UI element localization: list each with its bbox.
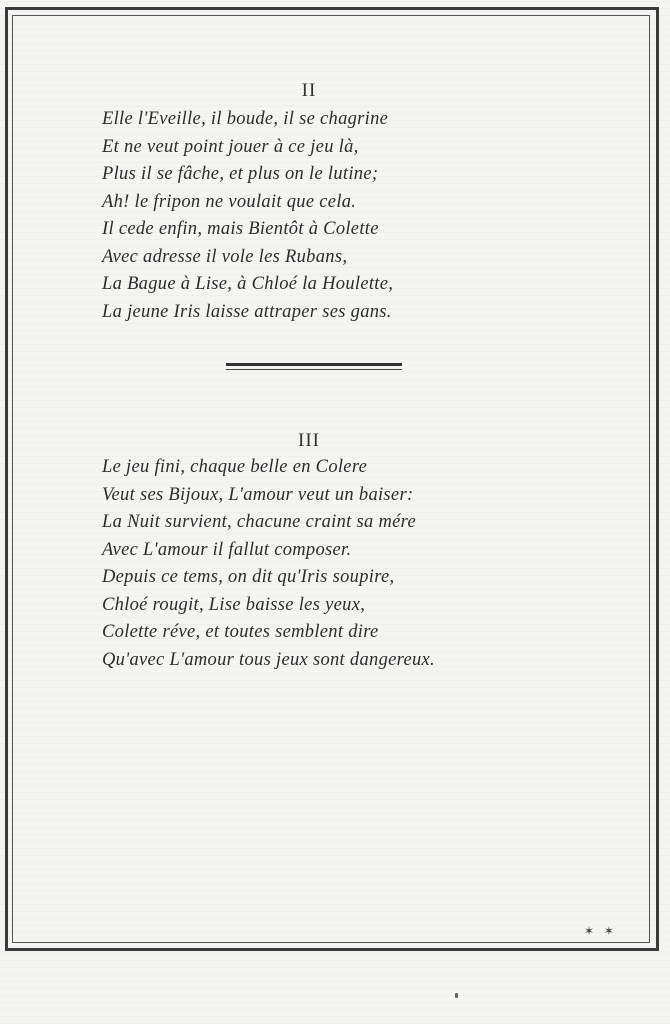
verse-line: Qu'avec L'amour tous jeux sont dangereux. — [102, 649, 435, 670]
verse-line: Il cede enfin, mais Bientôt à Colette — [102, 219, 379, 239]
verse-line: Elle l'Eveille, il boude, il se chagrine — [102, 109, 389, 129]
verse-line: Chloé rougit, Lise baisse les yeux, — [102, 594, 366, 615]
verse-line: Et ne veut point jouer à ce jeu là, — [102, 136, 359, 157]
signature-mark: ✶ ✶ — [584, 924, 617, 938]
stanza-ii — [102, 106, 572, 326]
stanza-numeral-ii: II — [301, 80, 317, 101]
verse-line: Avec L'amour il fallut composer. — [102, 539, 352, 560]
verse-line: Avec adresse il vole les Rubans, — [102, 246, 348, 267]
verse-line: La Bague à Lise, à Chloé la Houlette, — [102, 274, 394, 294]
verse-line: Colette réve, et toutes semblent dire — [102, 622, 379, 642]
verse-line: Veut ses Bijoux, L'amour veut un baiser: — [102, 484, 414, 505]
stanza-numeral-iii: III — [298, 430, 320, 451]
verse-line: La Nuit survient, chacune craint sa mére — [102, 512, 416, 532]
verse-line: Le jeu fini, chaque belle en Colere — [102, 457, 368, 477]
verse-line: Depuis ce tems, on dit qu'Iris soupire, — [102, 567, 395, 587]
verse-line: Ah! le fripon ne voulait que cela. — [102, 191, 357, 212]
verse-line: Plus il se fâche, et plus on le lutine; — [102, 164, 379, 184]
verse-line: La jeune Iris laisse attraper ses gans. — [102, 301, 392, 322]
stanza-iii — [102, 454, 572, 674]
ink-speck — [455, 993, 458, 998]
